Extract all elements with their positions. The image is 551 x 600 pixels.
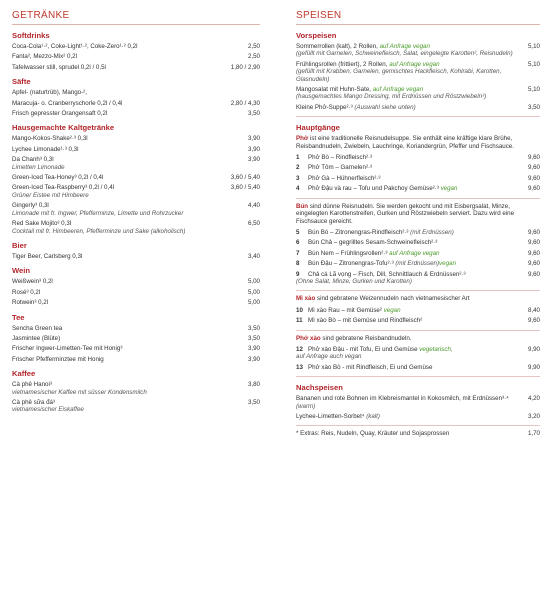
item-name-text: Phở Tôm – Garnelen²·³	[308, 164, 373, 172]
menu-item	[296, 185, 540, 192]
vegan-note: vegan	[440, 185, 458, 193]
item-description: auf Anfrage auch vegan	[296, 353, 362, 361]
item-price: 3,90	[247, 345, 260, 353]
menu-item	[296, 61, 540, 83]
item-price: 5,00	[247, 278, 260, 286]
item-number: 11	[296, 317, 303, 325]
menu-item	[296, 239, 540, 246]
menu-item	[12, 289, 260, 296]
item-price: 3,50	[247, 110, 260, 118]
item-price: 2,80 / 4,30	[230, 99, 260, 107]
item-price: 5,00	[247, 288, 260, 296]
menu-item	[12, 399, 260, 414]
item-number: 4	[296, 185, 300, 193]
item-price: 3,50	[527, 103, 540, 111]
vegan-note: auf Anfrage vegan	[379, 43, 430, 50]
item-name	[12, 289, 248, 296]
item-name-text: Rotwein³ 0,2l	[12, 299, 49, 307]
item-name	[296, 229, 528, 236]
menu-item	[12, 381, 260, 396]
menu-item	[296, 317, 540, 324]
item-name	[296, 239, 528, 246]
item-description: (gefüllt mit Krabben, Garnelen, gemischtes Hackfleisch, Kohlrabi, Karotten, Glasnudeln)	[296, 68, 502, 83]
item-name	[296, 43, 528, 58]
vegan-note: auf Anfrage vegan	[372, 86, 424, 94]
menu-item	[296, 260, 540, 267]
menu-item	[296, 229, 540, 236]
item-number: 2	[296, 164, 300, 172]
item-name-text: Phở Gà – Hühnerfleisch²·³	[308, 174, 381, 182]
item-name	[296, 364, 528, 371]
section-title: Softdrinks	[12, 31, 50, 40]
item-price: 3,90	[247, 135, 260, 143]
item-name-text: Fanta², Mezzo-Mix² 0,2l	[12, 53, 77, 61]
item-name	[12, 381, 248, 396]
item-price: 3,90	[247, 355, 260, 363]
item-name	[296, 104, 528, 111]
item-price: 9,60	[527, 185, 540, 193]
phoxao-description: Phở xào sind gebratene Reisbandnudeln.	[296, 334, 412, 342]
item-name	[12, 64, 231, 71]
item-price: 9,60	[527, 249, 540, 257]
item-note: (mit Erdnüssen)	[410, 228, 454, 236]
menu-item	[12, 345, 260, 352]
section-title: Nachspeisen	[296, 383, 343, 393]
item-name	[12, 253, 248, 260]
item-name-text: Lychee-Limetten-Sorbet⁴	[296, 413, 367, 420]
menu-item	[12, 43, 260, 50]
item-number: 6	[296, 239, 300, 247]
item-price: 9,60	[527, 317, 540, 325]
item-price: 1,80 / 2,90	[230, 63, 260, 71]
vegan-note: vegan	[439, 260, 456, 268]
item-name-text: Frisch gepresster Orangensaft 0,2l	[12, 110, 108, 118]
item-name-text: Apfel- (naturtrüb), Mango-²,	[12, 89, 87, 97]
section-6	[12, 369, 260, 414]
food-column	[296, 10, 540, 441]
item-name-text: Tiger Beer, Carlsberg 0,3l	[12, 252, 83, 260]
item-name	[12, 356, 248, 363]
item-name	[296, 154, 528, 161]
item-price: 9,60	[527, 270, 540, 278]
item-name	[296, 260, 528, 267]
item-note: (warm)	[296, 402, 316, 410]
item-description: Limonade mit fr. Ingwer, Pfefferminze, Limette und Rohrzucker	[12, 209, 184, 217]
item-name	[12, 43, 248, 50]
item-price: 3,50	[247, 324, 260, 332]
item-name	[12, 399, 248, 414]
item-description: Limetten Limonade	[12, 163, 65, 171]
item-price: 3,60 / 5,40	[230, 184, 260, 192]
item-name	[296, 413, 528, 420]
item-number: 1	[296, 154, 300, 162]
menu-item	[296, 364, 540, 371]
menu-item	[296, 175, 540, 182]
item-name	[296, 271, 528, 286]
menu-item	[12, 278, 260, 285]
item-price: 4,20	[527, 395, 540, 403]
item-name-text: Sommerrollen (kalt), 2 Rollen,	[296, 43, 380, 50]
item-price: 9,60	[527, 174, 540, 182]
item-name-text: Mangosalat mit Huhn-Sate,	[296, 86, 373, 94]
item-name-text: Gingerly³ 0,3l	[12, 202, 49, 210]
item-description: (gefüllt mit Garnelen, Schweinefleisch, Salat, eingelegte Karotten², Reisnudeln)	[296, 50, 513, 58]
item-name-text: Phở Bò – Rindfleisch²·³	[308, 154, 373, 162]
item-name-text: Frühlingsrollen (frittiert), 2 Rollen,	[296, 60, 390, 68]
item-name	[296, 307, 528, 314]
item-name-text: Tafelwasser still, sprudel 0,2l / 0,5l	[12, 63, 106, 71]
item-name-text: Phở Đậu và rau – Tofu und Pakchoy Gemüse²·³	[308, 185, 441, 193]
item-name	[296, 395, 528, 410]
item-number: 12	[296, 345, 303, 353]
item-name-text: Bún Nem – Frühlingsrollen²·³	[308, 249, 390, 257]
item-name	[12, 278, 248, 285]
item-price: 6,50	[247, 220, 260, 228]
item-description: Grüner Eistee mit Himbeere	[12, 191, 89, 199]
section-1	[12, 77, 260, 117]
section-2	[12, 123, 260, 234]
item-name-text: Phở xào Bò - mit Rindfleisch, Ei und Gemüse	[308, 363, 433, 371]
item-description: vietnamesischer Kaffee mit süsser Kondensmilch	[12, 388, 147, 396]
item-price: 9,60	[527, 260, 540, 268]
item-name-text: Mì xào Bò – mit Gemüse und Rindfleisch²	[308, 317, 423, 325]
item-price: 9,60	[527, 154, 540, 162]
item-name-text: Red Sake Mojito³ 0,3l	[12, 220, 72, 228]
item-price: 3,50	[247, 398, 260, 406]
item-name	[12, 299, 248, 306]
item-name	[12, 174, 231, 181]
item-name	[12, 345, 248, 352]
item-name-text: Lychee Limonade¹·³ 0,3l	[12, 145, 79, 153]
drinks-column	[12, 10, 260, 417]
item-name	[12, 202, 248, 217]
item-name	[296, 86, 528, 101]
item-name-text: Bún Bò – Zitronengras-Rindfleisch²·³	[308, 228, 411, 236]
item-price: 2,50	[247, 53, 260, 61]
item-number: 3	[296, 174, 300, 182]
menu-item	[296, 395, 540, 410]
bun-description: Bún sind dünne Reisnudeln. Sie werden gekocht und mit Eisbergsalat, Minze, eingelegten Karottenstreifen, Gurken und Röstzwiebeln serviert. Dazu wird eine Fischsauce gereicht.	[296, 202, 515, 225]
menu-item	[296, 250, 540, 257]
extras-price: 1,70	[527, 430, 540, 438]
item-name	[12, 110, 248, 117]
section-hauptgaenge	[296, 123, 540, 371]
pho-description: Phở ist eine traditionelle Reisnudelsuppe. Sie enthält eine kräftige klare Brühe, Reisbandnudeln, Zwiebeln, Lauchringe, Koriandergrün, Pfeffer und Fischsauce.	[296, 135, 514, 150]
item-name-text: Mango-Kokos-Shake²·³ 0,3l	[12, 135, 88, 143]
item-name-text: Green-Iced Tea-Raspberry³ 0,2l / 0,4l	[12, 184, 115, 192]
item-name-text: Rosé³ 0,2l	[12, 288, 41, 296]
menu-item	[12, 89, 260, 96]
section-3	[12, 241, 260, 260]
extras-label: * Extras: Reis, Nudeln, Quay, Kräuter und Sojasprossen	[296, 430, 450, 438]
item-price: 2,50	[247, 43, 260, 50]
section-5	[12, 313, 260, 364]
item-name	[12, 89, 260, 96]
item-description: vietnamesischer Eiskaffee	[12, 406, 84, 414]
item-price: 8,40	[527, 306, 540, 314]
item-price: 9,60	[527, 239, 540, 247]
menu-item	[296, 164, 540, 171]
menu-item	[12, 156, 260, 171]
item-number: 10	[296, 306, 303, 314]
menu-item	[296, 413, 540, 420]
item-name	[12, 100, 231, 107]
item-number: 13	[296, 363, 303, 371]
item-name	[296, 317, 528, 324]
item-price: 3,50	[247, 334, 260, 342]
item-name-text: Jasmintee (Blüte)	[12, 334, 61, 342]
item-note: (Auswahl siehe unten)	[354, 103, 416, 111]
item-name-text: Kleine Phở-Suppe²·³	[296, 103, 355, 111]
item-name	[296, 175, 528, 182]
menu-item	[296, 346, 540, 361]
mixao-description: Mì xào sind gebratene Weizennudeln nach vietnamesischer Art	[296, 295, 470, 303]
item-name	[296, 346, 528, 361]
menu-item	[12, 335, 260, 342]
item-price: 9,90	[527, 345, 540, 353]
menu-item	[12, 356, 260, 363]
item-price: 3,90	[247, 156, 260, 164]
menu-item	[12, 202, 260, 217]
food-heading: SPEISEN	[296, 10, 540, 25]
drinks-heading: GETRÄNKE	[12, 10, 260, 25]
item-name	[12, 146, 248, 153]
item-name	[296, 61, 528, 83]
menu-item	[296, 104, 540, 111]
section-title: Hauptgänge	[296, 123, 340, 133]
menu-item	[296, 86, 540, 101]
item-price: 5,10	[527, 60, 540, 68]
section-title: Vorspeisen	[296, 31, 337, 40]
menu-item	[12, 53, 260, 60]
menu-item	[12, 174, 260, 181]
item-name-text: Frischer Ingwer-Limetten-Tee mit Honig³	[12, 345, 123, 353]
item-name-text: Cà phê sữa đá³	[12, 398, 56, 406]
item-name	[296, 164, 528, 171]
section-title: Wein	[12, 266, 31, 276]
menu-item	[12, 100, 260, 107]
item-name-text: Sencha Green tea	[12, 324, 63, 332]
item-name	[12, 135, 248, 142]
menu-item	[12, 110, 260, 117]
menu-item	[296, 43, 540, 58]
menu-item	[12, 325, 260, 332]
item-number: 5	[296, 228, 300, 236]
section-vorspeisen	[296, 31, 540, 111]
item-name-text: Green-Iced Tea-Honey³ 0,2l / 0,4l	[12, 174, 104, 182]
item-price: 5,10	[527, 86, 540, 94]
item-price: 3,80	[247, 381, 260, 389]
section-title: Säfte	[12, 77, 31, 87]
menu-item	[12, 253, 260, 260]
item-name-text: Maracuja- o. Cranberryschorle 0,2l / 0,4l	[12, 99, 123, 107]
item-price: 5,00	[247, 299, 260, 307]
section-title: Kaffee	[12, 369, 36, 379]
menu-item	[12, 220, 260, 235]
item-name-text: Mì xào Rau – mit Gemüse²	[308, 306, 384, 314]
vegan-note: auf Anfrage vegan	[389, 60, 440, 68]
menu-item	[12, 64, 260, 71]
item-name	[12, 156, 248, 171]
item-price: 9,90	[527, 363, 540, 371]
menu-item	[12, 135, 260, 142]
item-name	[12, 220, 248, 235]
item-name-text: Coca-Cola¹·², Coke-Light¹·², Coke-Zero¹·² 0,2l	[12, 43, 138, 50]
item-name-text: Bún Chả – gegrilltes Sesam-Schweinefleisch²·³	[308, 239, 438, 247]
section-title: Tee	[12, 312, 25, 322]
item-name	[296, 250, 528, 257]
item-name	[12, 184, 231, 199]
section-title: Bier	[12, 240, 27, 250]
item-price: 5,10	[527, 43, 540, 50]
item-name-text: Frischer Pfefferminztee mit Honig	[12, 355, 104, 363]
item-name-text: Weißwein³ 0,2l	[12, 278, 53, 286]
menu-item	[12, 299, 260, 306]
item-name	[12, 53, 248, 60]
item-price: 3,20	[527, 413, 540, 420]
item-name	[296, 185, 528, 192]
item-name-text: Cà phê Hanoi³	[12, 381, 52, 389]
item-price: 3,40	[247, 252, 260, 260]
item-price: 4,40	[247, 202, 260, 210]
item-name	[12, 325, 248, 332]
item-number: 7	[296, 249, 300, 257]
item-name-text: Phở xào Đậu - mit Tofu, Ei und Gemüse	[308, 345, 420, 353]
section-0	[12, 31, 260, 71]
item-note: (mit Erdnüssen)	[395, 260, 440, 268]
menu-item	[296, 154, 540, 161]
vegan-note: vegan	[383, 306, 401, 314]
item-description: (Ohne Salat, Minze, Gurken und Karotten)	[296, 277, 412, 285]
section-title: Hausgemachte Kaltgetränke	[12, 123, 115, 133]
item-price: 3,90	[247, 145, 260, 153]
menu-item	[296, 307, 540, 314]
menu-item	[12, 184, 260, 199]
item-name-text: Bún Đậu – Zitronengras-Tofu²·³	[308, 260, 396, 268]
item-note: (kalt)	[366, 413, 380, 420]
item-name-text: Da Chanh³ 0,3l	[12, 156, 54, 164]
item-number: 9	[296, 270, 300, 278]
menu-item	[12, 146, 260, 153]
item-price: 9,60	[527, 164, 540, 172]
item-description: Cocktail mit fr. Himbeeren, Pfefferminze und Sake (alkoholisch)	[12, 227, 186, 235]
item-number: 8	[296, 260, 300, 268]
item-price: 3,60 / 5,40	[230, 174, 260, 182]
section-4	[12, 266, 260, 306]
item-price: 9,60	[527, 228, 540, 236]
section-nachspeisen	[296, 383, 540, 420]
item-description: (hausgemachtes Mango Dressing, mit Erdnüssen und Röstzwiebeln³)	[296, 93, 487, 101]
vegan-note: vegetarisch,	[419, 345, 453, 353]
item-name-text: Bananen und rote Bohnen im Klebreismantel in Kokosmilch, mit Erdnüssen³·⁴	[296, 395, 509, 403]
menu-item	[296, 271, 540, 286]
item-name	[12, 335, 248, 342]
vegan-note: auf Anfrage vegan	[389, 249, 440, 257]
extras-row	[296, 430, 540, 437]
item-name-text: Chả cá Lã vọng – Fisch, Dill, Schnittlauch & Erdnüssen²·³	[308, 270, 466, 278]
